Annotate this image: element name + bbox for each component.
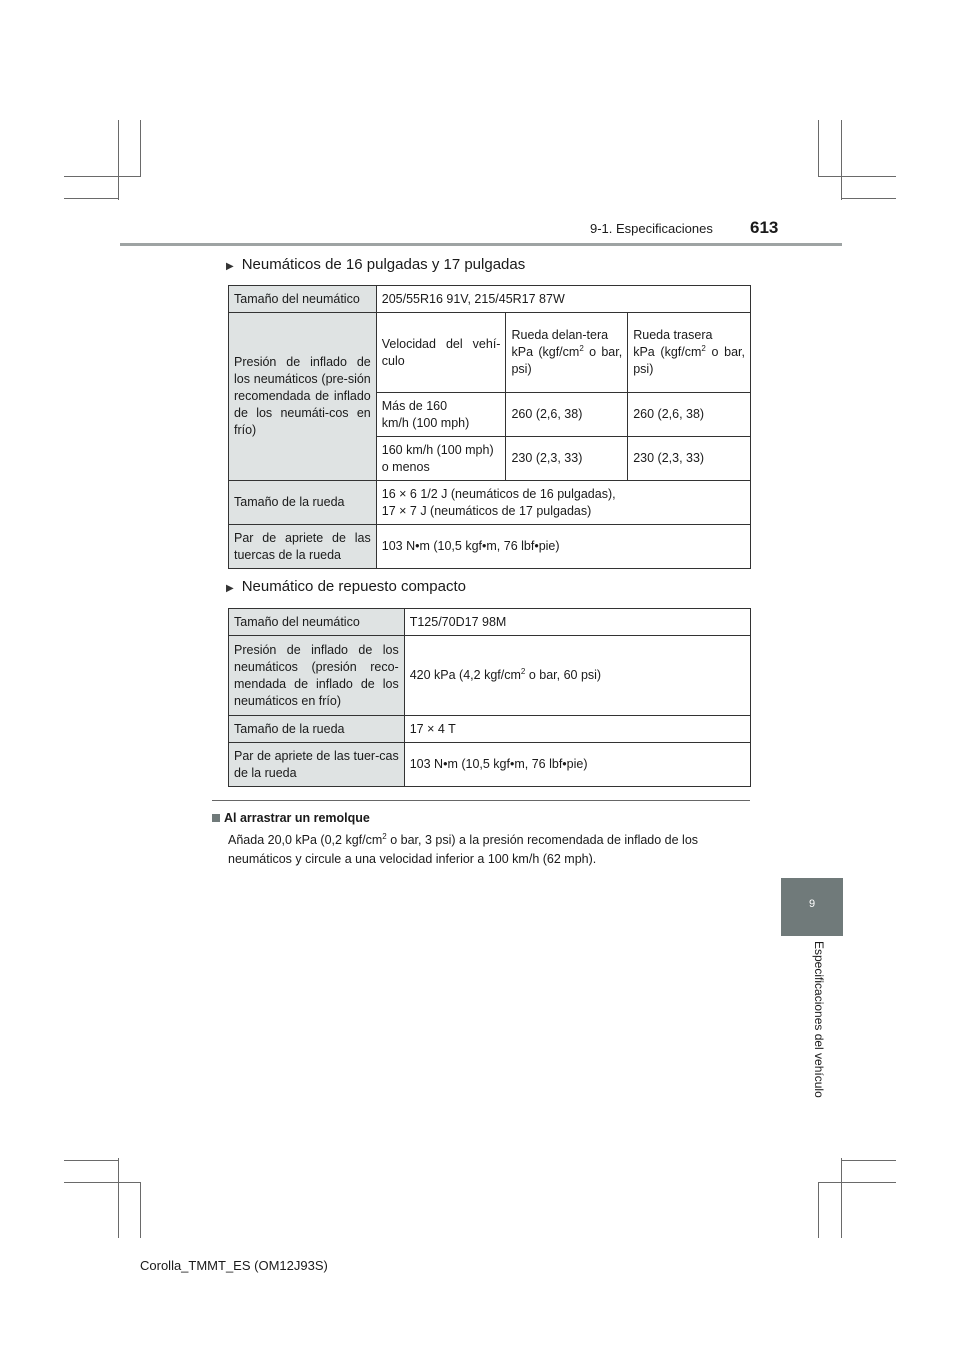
row-label: Tamaño del neumático <box>229 609 405 636</box>
crop-mark <box>841 120 842 200</box>
crop-mark <box>818 176 896 177</box>
row-label: Par de apriete de las tuer-cas de la rueda <box>229 743 405 787</box>
crop-mark <box>140 1182 141 1238</box>
divider <box>212 800 750 801</box>
crop-mark <box>841 1160 896 1161</box>
crop-mark <box>118 1158 119 1238</box>
row-value: 16 × 6 1/2 J (neumáticos de 16 pulgadas), 17 × 7 J (neumáticos de 17 pulgadas) <box>376 481 750 525</box>
crop-mark <box>140 120 141 176</box>
table-cell: 260 (2,6, 38) <box>628 393 751 437</box>
tire-spec-table <box>228 285 751 569</box>
column-header: Velocidad del vehí-culo <box>376 313 506 393</box>
table-cell: 230 (2,3, 33) <box>628 437 751 481</box>
crop-mark <box>64 198 119 199</box>
table-cell: 260 (2,6, 38) <box>506 393 628 437</box>
chapter-tab: 9 <box>781 878 843 936</box>
spare-tire-spec-table <box>228 608 751 787</box>
table-cell: Más de 160 km/h (100 mph) <box>376 393 506 437</box>
table-cell: 160 km/h (100 mph) o menos <box>376 437 506 481</box>
table-row <box>229 716 751 743</box>
footer-doc-id: Corolla_TMMT_ES (OM12J93S) <box>140 1258 328 1273</box>
section-name: 9-1. Especificaciones <box>590 221 713 236</box>
row-value: 17 × 4 T <box>404 716 750 743</box>
column-header: Rueda trasera kPa ($kgf/cm^2$ o bar, psi) <box>628 313 751 393</box>
crop-mark <box>818 120 819 176</box>
table-row <box>229 313 751 393</box>
row-label: Par de apriete de las tuercas de la rueda <box>229 525 377 569</box>
heading-text: Neumáticos de 16 pulgadas y 17 pulgadas <box>241 256 526 273</box>
section-heading <box>226 256 525 273</box>
table-cell: 230 (2,3, 33) <box>506 437 628 481</box>
header-rule <box>120 243 842 246</box>
triangle-bullet-icon: ▶ <box>226 261 234 272</box>
row-label: Presión de inflado de los neumáticos (pre-sión recomendada de inflado de los neumáti-cos en frío) <box>229 313 377 481</box>
column-header: Rueda delan-tera kPa ($kgf/cm^2$ o bar, psi) <box>506 313 628 393</box>
row-value: 103 N•m (10,5 kgf•m, 76 lbf•pie) <box>404 743 750 787</box>
section-heading <box>226 578 466 595</box>
heading-text: Neumático de repuesto compacto <box>241 578 466 595</box>
row-value: 420 kPa (4,2 kgf/$cm^2$ o bar, 60 psi) <box>404 636 750 716</box>
triangle-bullet-icon: ▶ <box>226 583 234 594</box>
table-row <box>229 286 751 313</box>
crop-mark <box>818 1182 896 1183</box>
row-value: 103 N•m (10,5 kgf•m, 76 lbf•pie) <box>376 525 750 569</box>
row-label: Tamaño de la rueda <box>229 481 377 525</box>
square-bullet-icon <box>212 814 220 822</box>
crop-mark <box>818 1182 819 1238</box>
row-value: T125/70D17 98M <box>404 609 750 636</box>
row-label: Presión de inflado de los neumáticos (presión reco-mendada de inflado de los neumáticos en frío) <box>229 636 405 716</box>
crop-mark <box>841 198 896 199</box>
table-row <box>229 743 751 787</box>
crop-mark <box>841 1158 842 1238</box>
row-value: 205/55R16 91V, 215/45R17 87W <box>376 286 750 313</box>
note-body: Añada 20,0 kPa (0,2 kgf/$cm^2$ o bar, 3 psi) a la presión recomendada de inflado de los neumáticos y circule a una velocidad inferior a 100 km/h (62 mph). <box>228 831 699 866</box>
table-row <box>229 525 751 569</box>
crop-mark <box>118 120 119 200</box>
row-label: Tamaño de la rueda <box>229 716 405 743</box>
crop-mark <box>64 1182 141 1183</box>
note-title: Al arrastrar un remolque <box>212 811 370 825</box>
chapter-label: Especificaciones del vehículo <box>812 941 826 1098</box>
crop-mark <box>64 176 141 177</box>
table-row <box>229 481 751 525</box>
table-row <box>229 609 751 636</box>
crop-mark <box>64 1160 119 1161</box>
row-label: Tamaño del neumático <box>229 286 377 313</box>
page-number: 613 <box>750 218 779 237</box>
table-row <box>229 636 751 716</box>
